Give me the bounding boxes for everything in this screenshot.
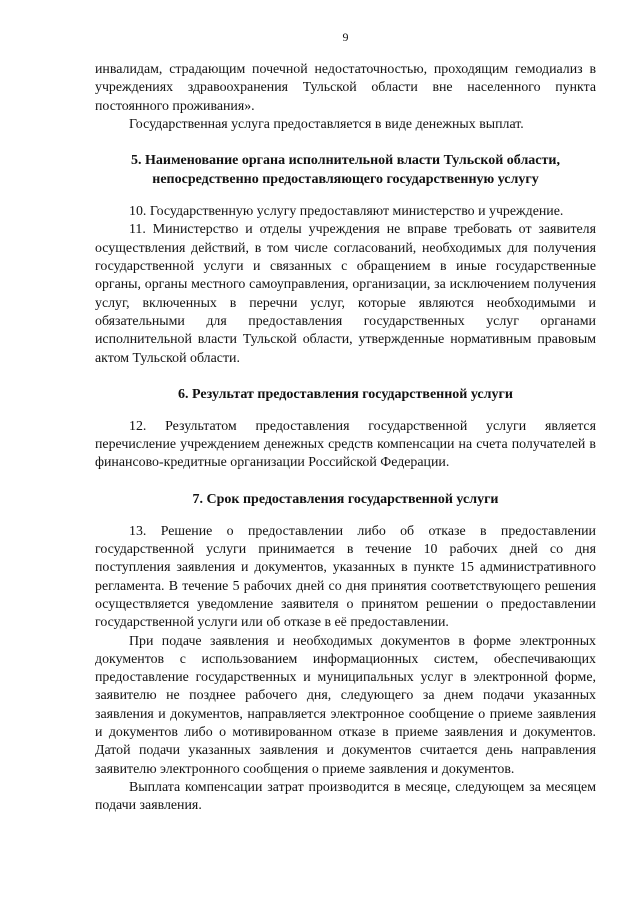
section-6-heading: 6. Результат предоставления государственной услуги <box>178 386 513 402</box>
paragraph-11: 11. Министерство и отделы учреждения не вправе требовать от заявителя осуществления действий, в том числе согласований, необходимых для получения государственной услуги и связанных с обращением в иные государственные органы, органы местного самоуправления, организации, за исключением получения услуг, включенных в перечни услуг, которые являются необходимыми и обязательными для предоставления государственных услуг органами исполнительной власти Тульской области, утвержденные нормативным правовым актом Тульской области. <box>95 222 596 366</box>
section-7-heading: 7. Срок предоставления государственной услуги <box>192 491 499 507</box>
paragraph-payment: Выплата компенсации затрат производится в месяце, следующем за месяцем подачи заявления. <box>95 779 596 814</box>
paragraph-electronic-submission: При подаче заявления и необходимых документов в форме электронных документов с использованием информационных систем, обеспечивающих предоставление государственных и муниципальных услуг в электронной форме, заявителю не позднее рабочего дня, следующего за днем подачи указанных заявления и документов, направляется электронное сообщение о приеме заявления и документов либо о мотивированном отказе в приеме заявления и документов. Датой подачи указанных заявления и документов считается день направления заявителю электронного сообщения о приеме заявления и документов. <box>95 633 596 777</box>
paragraph-service-form: Государственная услуга предоставляется в виде денежных выплат. <box>129 116 524 132</box>
section-5-heading: 5. Наименование органа исполнительной власти Тульской области, непосредственно предоставляющего государственную услугу <box>131 153 560 188</box>
paragraph-10: 10. Государственную услугу предоставляют министерство и учреждение. <box>129 204 564 220</box>
paragraph-12: 12. Результатом предоставления государственной услуги является перечисление учреждением денежных средств компенсации на счета получателей в финансово-кредитные организации Российской Федерации. <box>95 418 596 471</box>
paragraph-continuation: инвалидам, страдающим почечной недостаточностью, проходящим гемодиализ в учреждениях здравоохранения Тульской области вне населенного пункта постоянного проживания». <box>95 62 596 114</box>
paragraph-13: 13. Решение о предоставлении либо об отказе в предоставлении государственной услуги принимается в течение 10 рабочих дней со дня поступления заявления и документов, указанных в пункте 15 административного регламента. В течение 5 рабочих дней со дня принятия соответствующего решения осуществляется уведомление заявителя о принятом решении о предоставлении государственной услуги или об отказе в её предоставлении. <box>95 523 596 631</box>
page-number: 9 <box>342 30 349 44</box>
